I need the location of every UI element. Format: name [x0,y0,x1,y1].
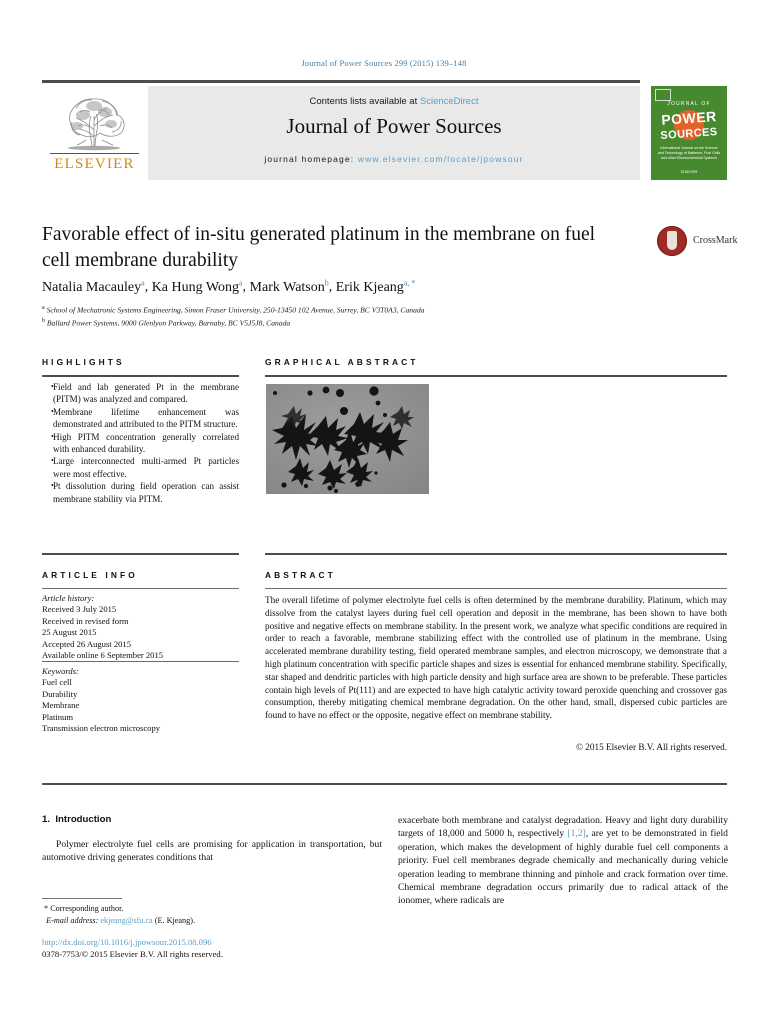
article-history-item: Available online 6 September 2015 [42,650,164,661]
highlights-heading-text: HIGHLIGHTS [42,357,125,367]
sciencedirect-link[interactable]: ScienceDirect [419,96,479,107]
email-note [42,915,382,927]
author-list: Natalia Macauley$^a$, Ka Hung Wong$^a$, Mark Watson$^b$, Erik Kjeang$^{a, *}$ [42,278,416,295]
footnote-rule [42,898,122,899]
crossmark-label: CrossMark [693,235,738,246]
elsevier-logo-rule [50,153,139,154]
keyword-item: Platinum [42,711,74,722]
crossmark-inner-shape [667,231,677,250]
corresponding-label: Corresponding author. [50,904,124,913]
author-name: Mark Watson [249,279,325,295]
graphical-abstract-rule [265,375,727,377]
article-info-rule [42,588,239,589]
affiliation-item [42,303,662,316]
section-title: Introduction [55,814,112,825]
affiliation-text: School of Mechatronic Systems Engineering, Simon Fraser University, 250-13450 102 Avenue, Surrey, BC V3T0A3, Canada [46,305,425,315]
crossmark-icon [657,226,687,256]
section-heading-introduction [42,814,111,825]
affiliation-text: Ballard Power Systems, 9000 Glenlyon Parkway, Burnaby, BC V5J5J8, Canada [46,318,291,328]
cover-line1: JOURNAL OF [667,101,711,107]
citation-link[interactable]: [1,2] [567,828,586,840]
intro-paragraph-right [398,814,728,908]
highlights-heading [42,357,125,367]
abstract-heading-text: ABSTRACT [265,570,336,580]
email-label: E-mail address: [46,915,99,925]
tem-micrograph-image [266,384,429,494]
elsevier-wordmark: ELSEVIER [54,156,135,172]
email-link[interactable]: ekjeang@sfu.ca [100,915,153,925]
article-history-item: Received in revised form [42,615,129,626]
keyword-item: Membrane [42,700,80,711]
author-entry[interactable] [250,280,329,295]
keywords-rule [42,661,239,662]
abstract-body: The overall lifetime of polymer electrolyte fuel cells is often determined by the membrane durability. Platinum, which may dissolve from the catalyst layers during fuel cell operation and deposit in the membrane, has been shown to have both positive and negative effects on membrane stability. In the present work, we analyze what specific conditions are required in order to reach a favorable, membrane stabilizing effect with the controlled use of platinum in the membrane. Using accelerated membrane durability testing, field operated membrane samples, and electron microscopy, we demonstrate that a high platinum concentration with specific particle shapes and sizes is essential for enhanced membrane stability. Specifically, star shaped and dendritic particles with high particle density and high surface area are shown to be preferable. These particles contain high levels of Pt(111) and are expected to have high catalytic activity toward peroxide quenching and crossover gas consumption, thereby mitigating chemical membrane degradation. On the other hand, small, dispersed cubic particles are found to have no effect or the opposite, negative effect on membrane stability. [265,595,727,721]
journal-homepage-link[interactable]: www.elsevier.com/locate/jpowsour [357,154,524,164]
journal-band [148,86,640,180]
author-affiliation-mark: a, * [403,278,416,287]
cover-subtitle: International Journal on the Science and Technology of Batteries, Fuel Cells and other Electrochemical Systems [657,146,721,160]
author-entry[interactable] [42,280,145,295]
author-entry[interactable] [152,280,243,295]
elsevier-tree-icon [50,90,139,152]
abstract-copyright: © 2015 Elsevier B.V. All rights reserved. [576,742,727,752]
cover-footer: ELSEVIER [680,170,698,174]
article-history-item: Accepted 26 August 2015 [42,638,132,649]
article-info-heading [42,570,138,580]
email-suffix: (E. Kjeang). [154,915,195,925]
article-history-block [42,593,239,661]
journal-homepage-line [148,154,640,164]
author-affiliation-mark: b [324,278,329,287]
cover-line2: POWER [660,108,718,128]
keyword-item: Fuel cell [42,677,72,688]
highlight-item: • Membrane lifetime enhancement was demonstrated and attributed to the PITM structure. [51,406,239,431]
journal-title: Journal of Power Sources [286,114,502,138]
keywords-block [42,666,239,734]
homepage-prefix: journal homepage: [264,154,358,164]
right-text-part2: , are yet to be demonstrated in field operation, which makes the development of highly durable fuel cell components a priority. Fuel cell membranes degrade chemically and mechanically during vehicle operation leading to membrane thinning and pinhole and crack formation over time. Chemical membrane degradation occurs primarily due to radical attack of the ionomer, where radicals are [398,828,728,907]
author-name: Natalia Macauley [42,279,142,295]
graphical-abstract-figure[interactable] [266,384,429,494]
abstract-bottom-rule [42,783,727,785]
author-affiliation-mark: a [238,278,243,287]
highlight-item: • Pt dissolution during field operation can assist membrane stability via PITM. [51,480,239,505]
article-title: Favorable effect of in-situ generated platinum in the membrane on fuel cell membrane durability [42,224,596,271]
elsevier-logo[interactable] [42,86,147,180]
author-entry[interactable] [336,280,416,295]
masthead-top-rule [42,80,640,83]
graphical-abstract-heading-text: GRAPHICAL ABSTRACT [265,357,419,367]
highlight-item: • Field and lab generated Pt in the membrane (PITM) was analyzed and compared. [51,381,239,406]
doi-link[interactable]: http://dx.doi.org/10.1016/j.jpowsour.2015.08.096 [42,937,212,947]
article-info-heading-text: ARTICLE INFO [42,570,138,580]
author-name: Erik Kjeang [335,279,404,295]
highlight-item: • Large interconnected multi-armed Pt particles were most effective. [51,455,239,480]
crossmark-badge[interactable] [657,226,737,260]
article-history-item: 25 August 2015 [42,627,97,638]
abstract-heading [265,570,336,580]
highlights-rule [42,375,239,377]
intro-paragraph-left: Polymer electrolyte fuel cells are promising for application in transportation, but automotive driving generates conditions that [42,839,382,864]
corresponding-author-note [42,903,382,915]
section-number: 1. [42,814,51,825]
journal-cover-thumbnail[interactable] [651,86,727,180]
author-affiliation-mark: a [141,278,145,287]
keyword-item: Transmission electron microscopy [42,723,161,734]
contents-available-line [148,96,640,107]
affiliation-item [42,316,662,329]
cover-line3: SOURCES [660,126,718,142]
article-history-label: Article history: [42,593,95,603]
keyword-item: Durability [42,688,78,699]
running-head: Journal of Power Sources 299 (2015) 139–148 [301,58,467,68]
footnote-block [42,903,382,926]
affiliation-mark: a [42,305,45,311]
abstract-rule [265,588,727,589]
highlight-item: • High PITM concentration generally correlated with enhanced durability. [51,431,239,456]
article-history-item: Received 3 July 2015 [42,604,117,615]
affiliation-mark: b [42,317,45,324]
author-name: Ka Hung Wong [151,279,239,295]
right-text-part1: exacerbate both membrane and catalyst degradation. Heavy and light duty durability targets of 18,000 and 5000 h, respectively [398,815,728,840]
journal-masthead [42,86,640,180]
abstract-top-rule [265,553,727,555]
issn-copyright-line: 0378-7753/© 2015 Elsevier B.V. All rights reserved. [42,949,223,959]
affiliation-list [42,303,662,328]
article-info-top-rule [42,553,239,555]
corresponding-marker: * [44,904,49,913]
highlights-list [42,381,239,505]
contents-prefix: Contents lists available at [309,96,420,107]
keywords-label: Keywords: [42,666,79,676]
graphical-abstract-heading [265,357,419,367]
cover-logo-box [655,89,671,101]
